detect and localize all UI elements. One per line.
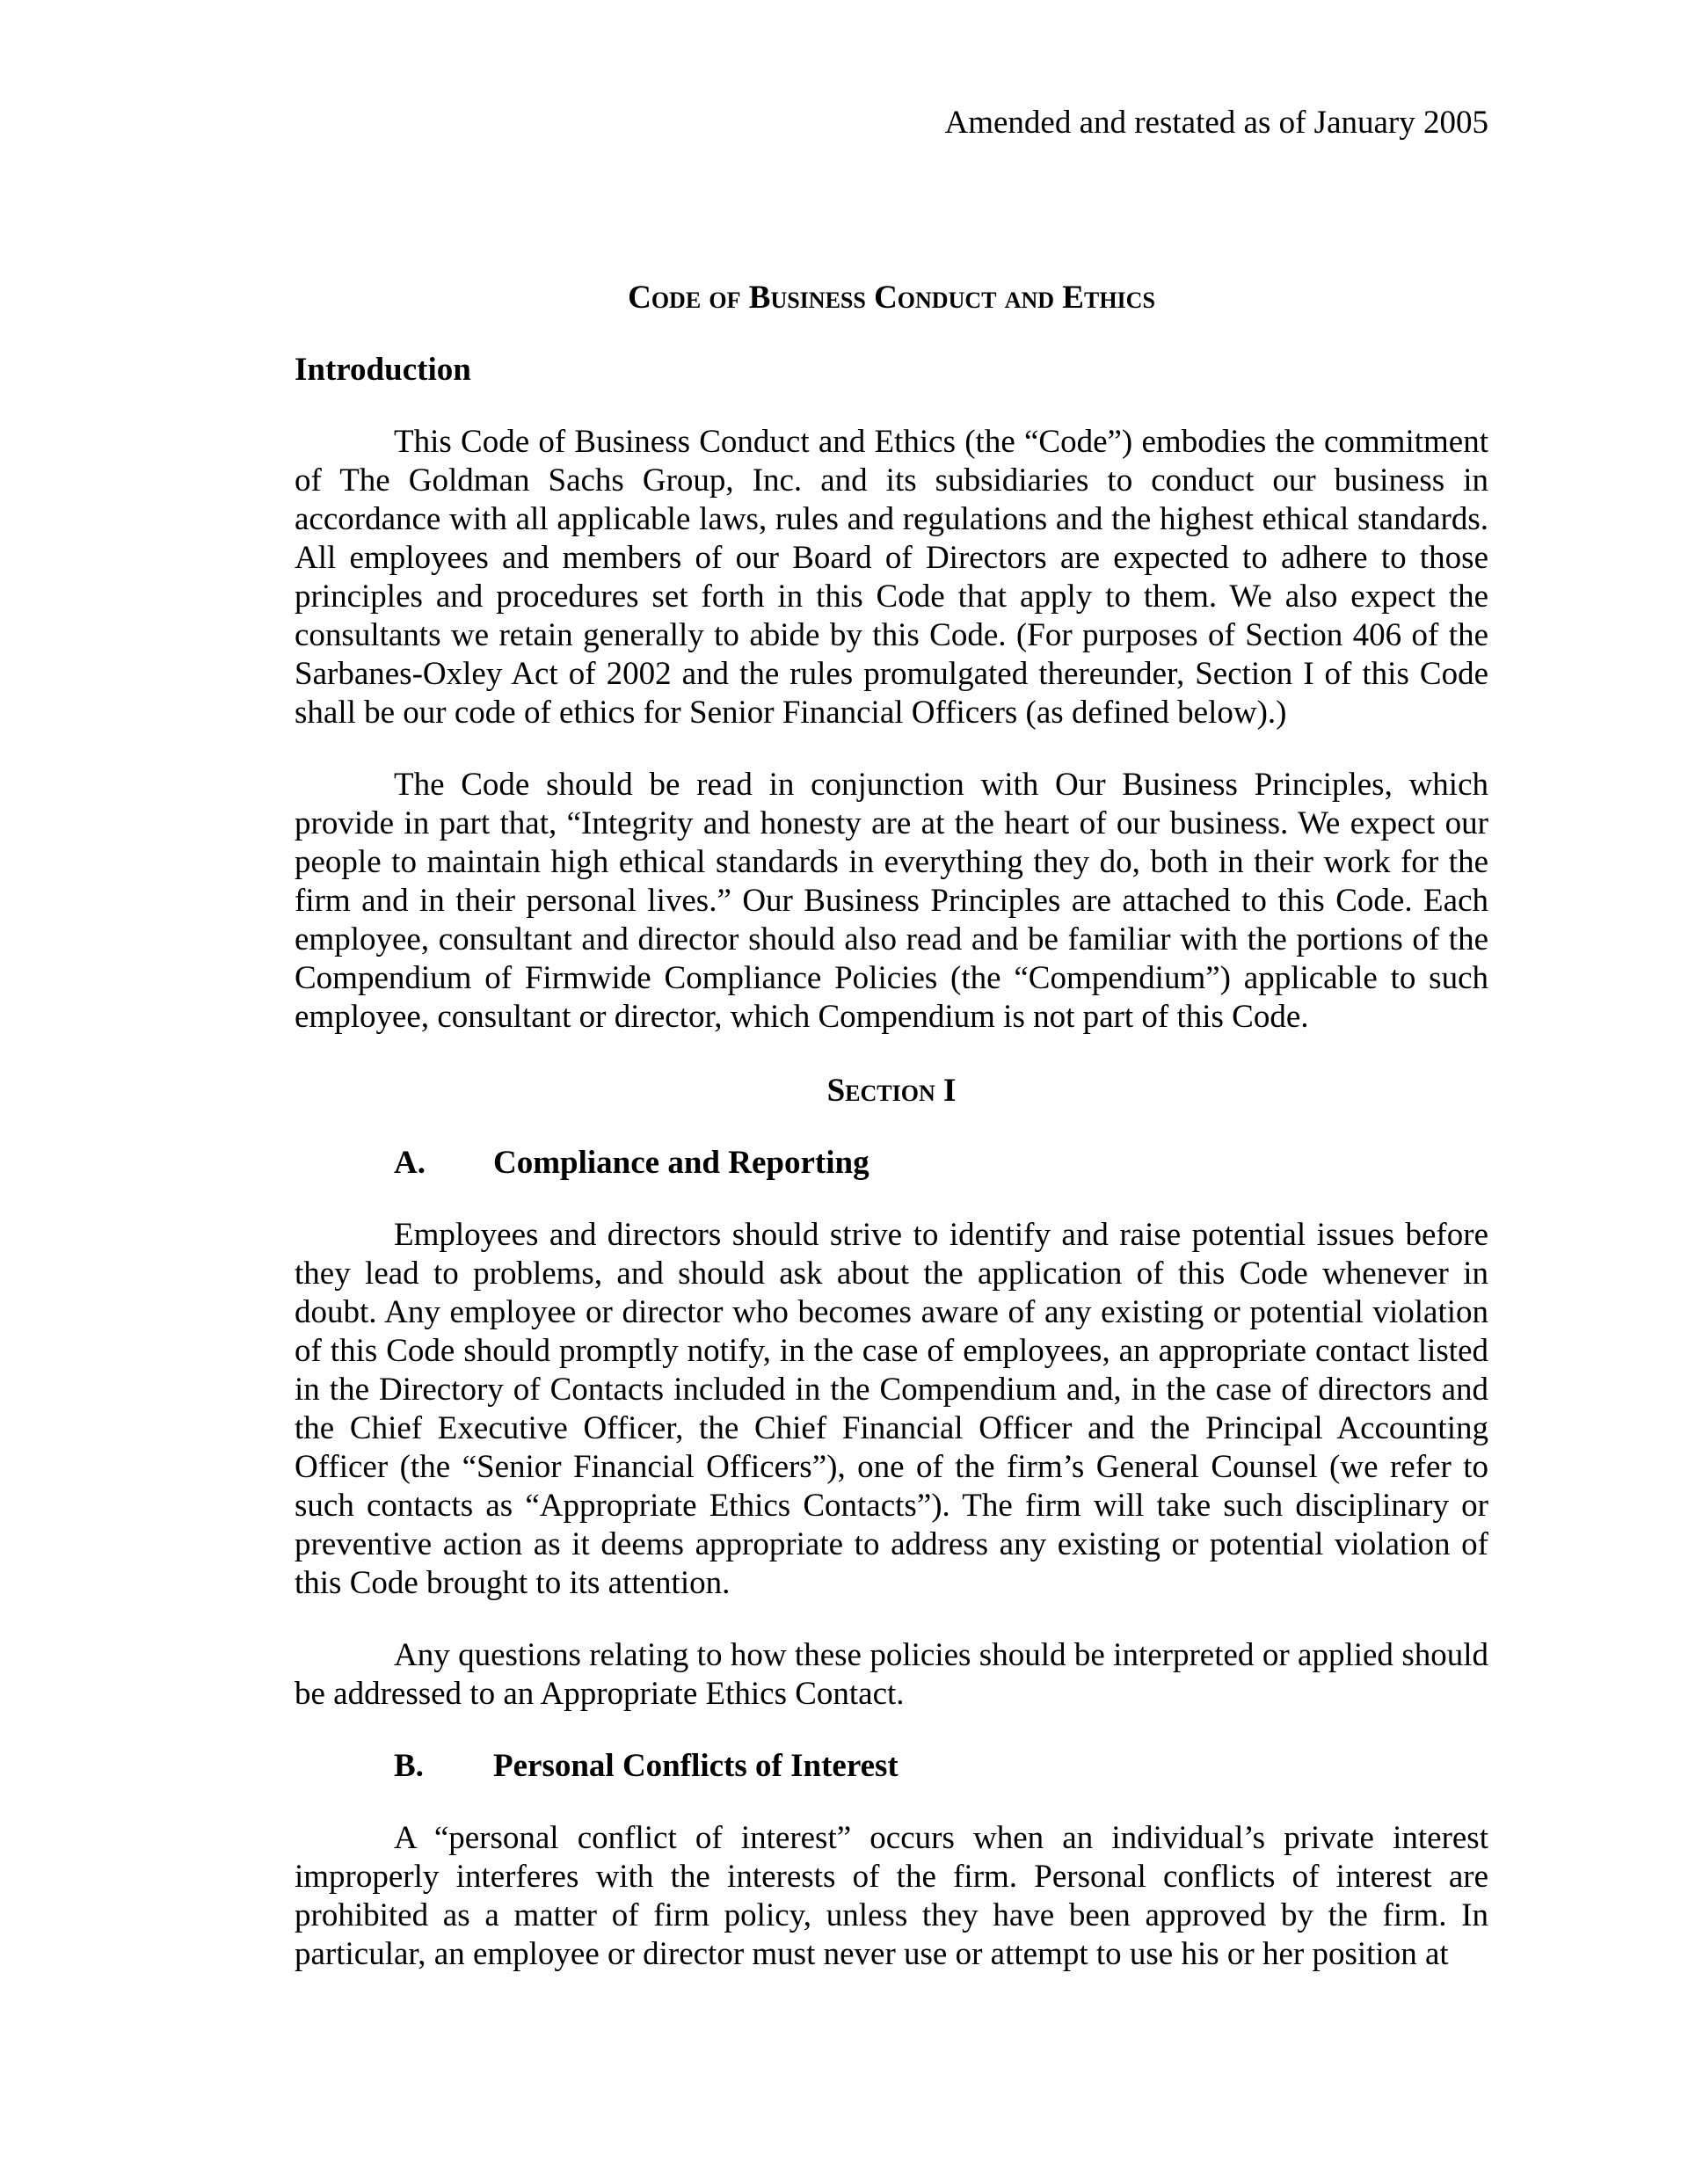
subsection-b-heading (295, 1747, 1488, 1786)
subsection-b-title: Personal Conflicts of Interest (493, 1748, 899, 1784)
subsection-b-letter: B. (394, 1748, 424, 1784)
introduction-paragraph-1: This Code of Business Conduct and Ethics (the “Code”) embodies the commitment of The Goldman Sachs Group, Inc. and its subsidiaries to conduct our business in accordance with all applicable laws, rules and regulations and the highest ethical standards. All employees and members of our Board of Directors are expected to adhere to those principles and procedures set forth in this Code that apply to them. We also expect the consultants we retain generally to abide by this Code. (For purposes of Section 406 of the Sarbanes-Oxley Act of 2002 and the rules promulgated thereunder, Section I of this Code shall be our code of ethics for Senior Financial Officers (as defined below).) (295, 424, 1488, 731)
subsection-a-paragraph-2: Any questions relating to how these policies should be interpreted or applied should be addressed to an Appropriate Ethics Contact. (295, 1637, 1488, 1712)
subsection-a-letter: A. (394, 1145, 426, 1181)
subsection-a-title: Compliance and Reporting (493, 1145, 869, 1181)
subsection-a-heading (295, 1144, 1488, 1183)
section-i-heading: Section I (826, 1073, 957, 1109)
document-title: Code of Business Conduct and Ethics (628, 280, 1155, 316)
subsection-a-paragraph-1: Employees and directors should strive to identify and raise potential issues before they lead to problems, and should ask about the application of this Code whenever in doubt. Any employee or director who becomes aware of any existing or potential violation of this Code should promptly notify, in the case of employees, an appropriate contact listed in the Directory of Contacts included in the Compendium and, in the case of directors and the Chief Executive Officer, the Chief Financial Officer and the Principal Accounting Officer (the “Senior Financial Officers”), one of the firm’s General Counsel (we refer to such contacts as “Appropriate Ethics Contacts”). The firm will take such disciplinary or preventive action as it deems appropriate to address any existing or potential violation of this Code brought to its attention. (295, 1217, 1488, 1601)
subsection-b-paragraph-1: A “personal conflict of interest” occurs when an individual’s private interest improperly interferes with the interests of the firm. Personal conflicts of interest are prohibited as a matter of firm policy, unless they have been approved by the firm. In particular, an employee or director must never use or attempt to use his or her position at (295, 1820, 1488, 1972)
introduction-heading: Introduction (295, 352, 471, 388)
header-note: Amended and restated as of January 2005 (944, 105, 1488, 141)
introduction-paragraph-2: The Code should be read in conjunction with Our Business Principles, which provide in part that, “Integrity and honesty are at the heart of our business. We expect our people to maintain high ethical standards in everything they do, both in their work for the firm and in their personal lives.” Our Business Principles are attached to this Code. Each employee, consultant and director should also read and be familiar with the portions of the Compendium of Firmwide Compliance Policies (the “Compendium”) applicable to such employee, consultant or director, which Compendium is not part of this Code. (295, 767, 1488, 1035)
